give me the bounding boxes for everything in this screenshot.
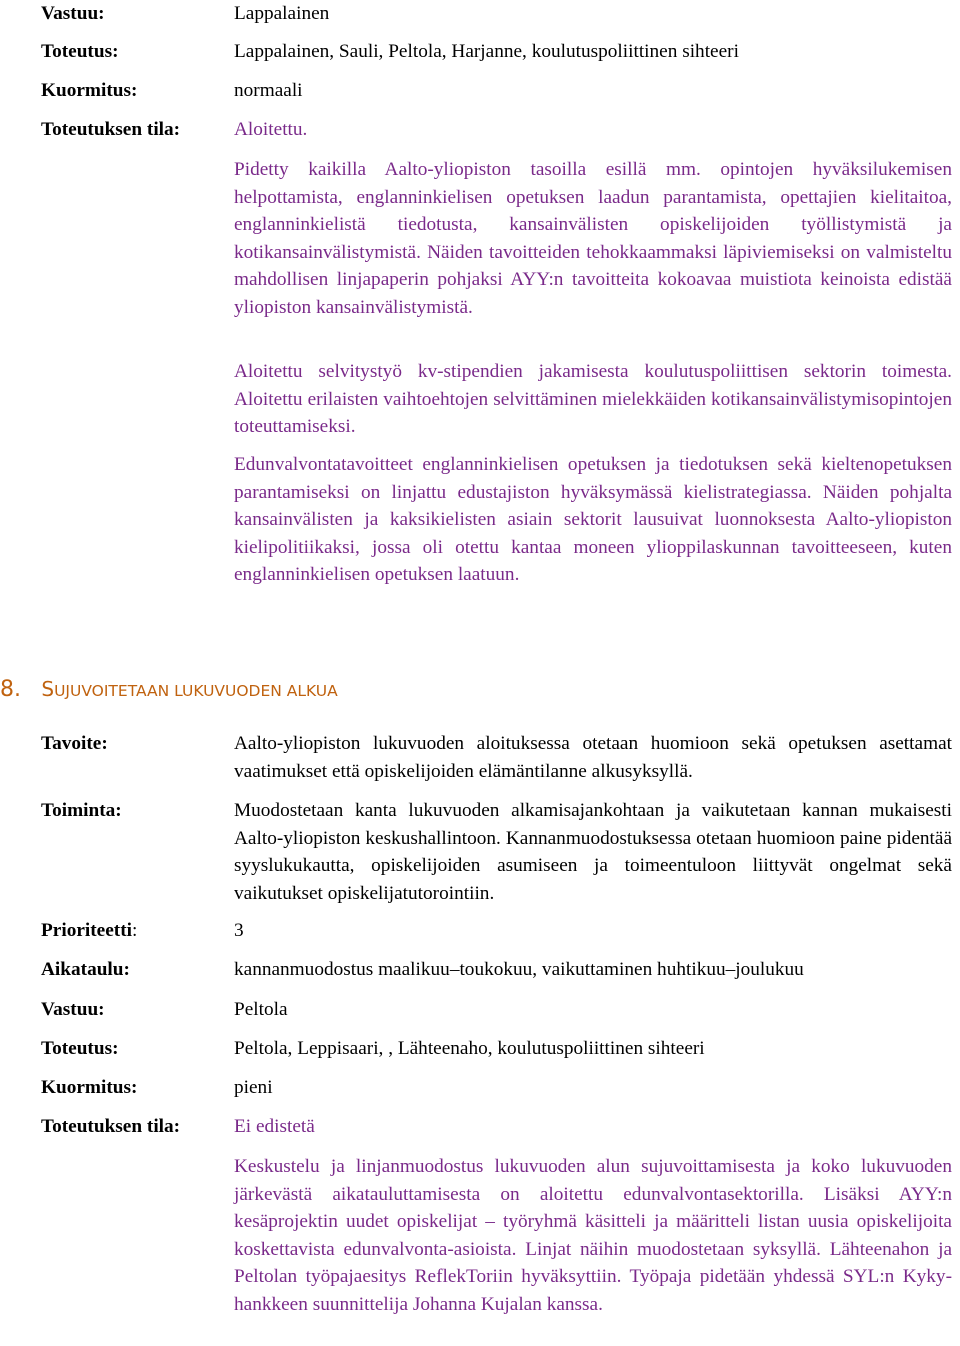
field-label: Toteutuksen tila:: [41, 119, 181, 140]
field-value: 3: [234, 920, 244, 941]
field-label: Aikataulu:: [41, 959, 130, 980]
status-paragraph: Pidetty kaikilla Aalto-yliopiston tasoilla esillä mm. opintojen hyväksilukemisen helpottamista, englanninkielisen opetuksen laadun parantamista, opettajien kielitaitoa, englanninkielistä tiedotusta, kansainvälisten opiskelijoiden työllistymistä ja kotikansainvälistymistä. Näiden tavoitteiden tehokkaammaksi läpiviemiseksi on valmisteltu mahdollisen linjapaperin pohjaksi AYY:n tavoitteita kokoavaa muistiota keinoista edistää yliopiston kansainvälistymistä.: [234, 159, 952, 318]
field-value: Peltola: [234, 999, 288, 1020]
field-value: kannanmuodostus maalikuu–toukokuu, vaikuttaminen huhtikuu–joulukuu: [234, 959, 804, 980]
section-title: UJUVOITETAAN LUKUVUODEN ALKUA: [54, 682, 338, 700]
field-label: Tavoite:: [41, 733, 108, 754]
field-label: Toteutus:: [41, 41, 119, 62]
prioriteetti-label: Prioriteetti: [41, 920, 132, 941]
field-label: Vastuu:: [41, 999, 105, 1020]
status-paragraph: Edunvalvontatavoitteet englanninkielisen opetuksen ja tiedotuksen sekä kieltenopetuksen parantamiseksi on linjattu edustajiston hyväksymässä kielistrategiassa. Näiden pohjalta kansainvälisten ja kaksikielisten asiain sektorit lausuivat luonnoksesta Aalto-yliopiston kielipolitiikaksi, jossa oli otettu kantaa moneen ylioppilaskunnan tavoitteeseen, kuten englanninkielisen opetuksen laatuun.: [234, 454, 952, 585]
field-value: Lappalainen, Sauli, Peltola, Harjanne, koulutuspoliittinen sihteeri: [234, 41, 739, 62]
field-value: Aalto-yliopiston lukuvuoden aloituksessa otetaan huomioon sekä opetuksen asettamat vaatimukset että opiskelijoiden elämäntilanne alkusyksyllä.: [234, 733, 952, 782]
section-heading: [0, 676, 338, 706]
field-label: Vastuu:: [41, 3, 105, 24]
field-value: Aloitettu.: [234, 119, 308, 140]
field-value: Peltola, Leppisaari, , Lähteenaho, koulutuspoliittinen sihteeri: [234, 1038, 705, 1059]
field-value: normaali: [234, 80, 303, 101]
field-value: Ei edistetä: [234, 1116, 315, 1137]
field-value: Muodostetaan kanta lukuvuoden alkamisajankohtaan ja vaikutetaan kannan mukaisesti Aalto-yliopiston keskushallintoon. Kannanmuodostuksessa otetaan huomioon paine pidentää syyslukukautta, opiskelijoiden asumiseen ja toimeentuloon liittyvät ongelmat sekä vaikutukset opiskelijatutorointiin.: [234, 800, 952, 904]
field-label: [41, 917, 137, 945]
field-label: Toteutuksen tila:: [41, 1116, 181, 1137]
status-paragraph: Keskustelu ja linjanmuodostus lukuvuoden alun sujuvoittamisesta ja koko lukuvuoden järkevästä aikatauluttamisesta on aloitettu edunvalvontasektorilla. Lisäksi AYY:n kesäprojektin uudet opiskelijat – työryhmä käsitteli ja määritteli listan uusia opiskelijoita koskettavista edunvalvonta-asioista. Linjat näihin muodostetaan syksyllä. Lähteenahon ja Peltolan työpajaesitys ReflekToriin hyväksyttiin. Työpaja pidetään yhdessä SYL:n Kyky-hankkeen suunnittelija Johanna Kujalan kanssa.: [234, 1156, 952, 1315]
field-value: pieni: [234, 1077, 273, 1098]
field-label: Toteutus:: [41, 1038, 119, 1059]
section-number: 8.: [0, 677, 21, 702]
field-label: Kuormitus:: [41, 1077, 138, 1098]
field-label: Kuormitus:: [41, 80, 138, 101]
status-paragraph: Aloitettu selvitystyö kv-stipendien jakamisesta koulutuspoliittisen sektorin toimesta. Aloitettu erilaisten vaihtoehtojen selvittäminen mielekkäiden kotikansainvälistymisopintojen toteuttamiseksi.: [234, 361, 952, 437]
field-label: Toiminta:: [41, 800, 122, 821]
section-title-initial: S: [41, 677, 55, 701]
prioriteetti-colon: :: [131, 920, 138, 941]
field-value: Lappalainen: [234, 3, 330, 24]
